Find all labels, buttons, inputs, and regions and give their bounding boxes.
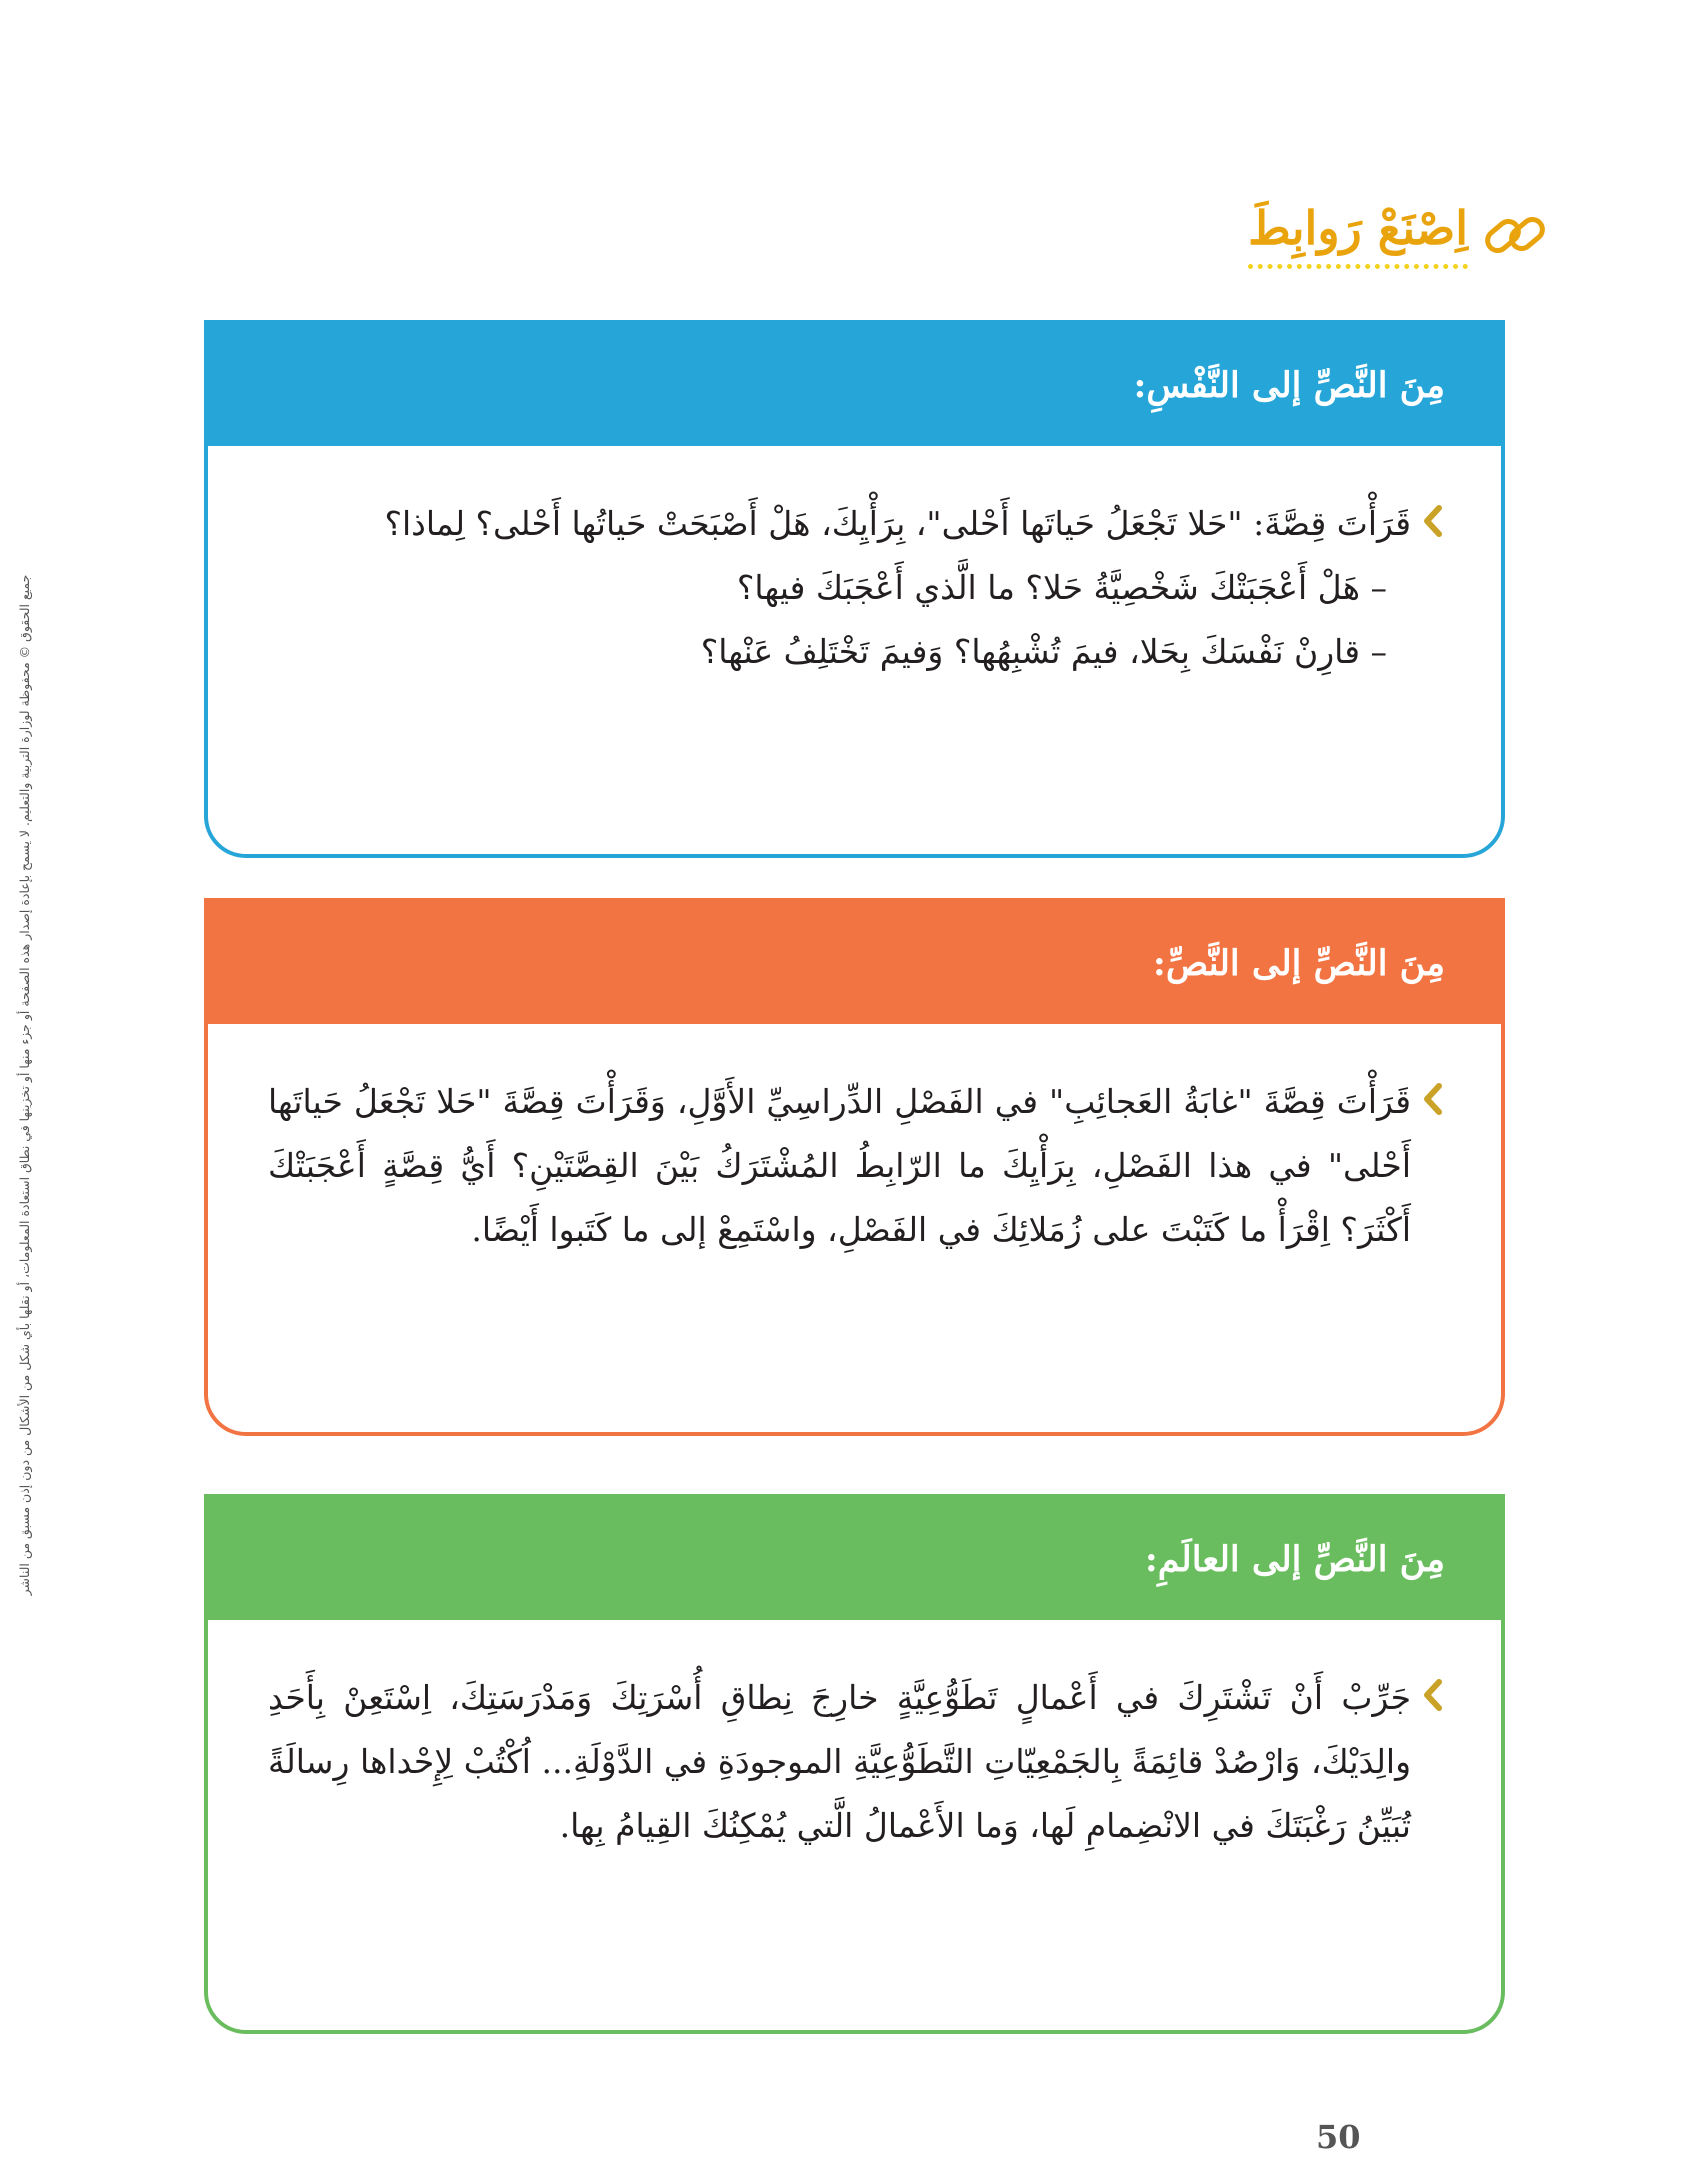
copyright-note bbox=[16, 520, 106, 1650]
bullet-text: جَرِّبْ أَنْ تَشْتَرِكَ في أَعْمالٍ تَطَوُّعِيَّةٍ خارِجَ نِطاقِ أُسْرَتِكَ وَمَدْرَسَتِكَ، اِسْتَعِنْ بِأَحَدِ والِدَيْكَ، وَارْصُدْ قائِمَةً بِالجَمْعِيّاتِ التَّطَوُّعِيَّةِ الموجودَةِ في الدَّوْلَةِ... اُكْتُبْ لِإِحْداها رِسالَةً تُبَيِّنُ رَغْبَتَكَ في الانْضِمامِ لَها، وَما الأَعْمالُ الَّتي يُمْكِنُكَ القِيامُ بِها. bbox=[268, 1678, 1411, 1845]
page-number: 50 bbox=[1316, 2118, 1361, 2156]
card-body bbox=[208, 1620, 1501, 1888]
card-text-to-self bbox=[204, 320, 1505, 858]
card-body bbox=[208, 446, 1501, 714]
bullet-item bbox=[268, 1666, 1445, 1858]
chevron-bullet-icon bbox=[1421, 1678, 1445, 1712]
sub-question: – قارِنْ نَفْسَكَ بِحَلا، فيمَ تُشْبِهُها؟ وَفيمَ تَخْتَلِفُ عَنْها؟ bbox=[700, 632, 1387, 671]
bullet-item bbox=[268, 492, 1445, 556]
card-title: مِنَ النَّصِّ إلى النَّصِّ: bbox=[1152, 942, 1445, 984]
card-title: مِنَ النَّصِّ إلى النَّفْسِ: bbox=[1133, 364, 1445, 406]
section-header bbox=[1248, 200, 1550, 269]
copyright-line: جميع الحقوق © محفوظة لوزارة التربية والتعليم. لا يسمح بإعادة إصدار هذه الصفحة أو جزء منها أو تخزينها في نطاق استعادة المعلومات، أو نقلها بأي شكل من الأشكال من دون إذن مسبق من الناشر bbox=[17, 574, 32, 1596]
page-title: اِصْنَعْ رَوابِطَ bbox=[1248, 200, 1468, 269]
bullet-item bbox=[268, 1070, 1445, 1262]
card-header bbox=[208, 324, 1501, 446]
chevron-bullet-icon bbox=[1421, 504, 1445, 538]
sub-question: – هَلْ أَعْجَبَتْكَ شَخْصِيَّةُ حَلا؟ ما الَّذي أَعْجَبَكَ فيها؟ bbox=[736, 568, 1387, 607]
bullet-text: قَرَأْتَ قِصَّةَ: "حَلا تَجْعَلُ حَياتَها أَحْلى"، بِرَأْيِكَ، هَلْ أَصْبَحَتْ حَياتُها أَحْلى؟ لِماذا؟ bbox=[384, 504, 1411, 543]
card-header bbox=[208, 1498, 1501, 1620]
card-text-to-world bbox=[204, 1494, 1505, 2034]
card-body bbox=[208, 1024, 1501, 1292]
bullet-text: قَرَأْتَ قِصَّةَ "غابَةُ العَجائِبِ" في الفَصْلِ الدِّراسِيِّ الأَوَّلِ، وَقَرَأْتَ قِصَّةَ "حَلا تَجْعَلُ حَياتَها أَحْلى" في هذا الفَصْلِ، بِرَأْيِكَ ما الرّابِطُ المُشْتَرَكُ بَيْنَ القِصَّتَيْنِ؟ أَيُّ قِصَّةٍ أَعْجَبَتْكَ أَكْثَرَ؟ اِقْرَأْ ما كَتَبْتَ على زُمَلائِكَ في الفَصْلِ، واسْتَمِعْ إلى ما كَتَبوا أَيْضًا. bbox=[268, 1082, 1411, 1249]
chain-link-icon bbox=[1480, 204, 1550, 266]
card-header bbox=[208, 902, 1501, 1024]
card-text-to-text bbox=[204, 898, 1505, 1436]
card-title: مِنَ النَّصِّ إلى العالَمِ: bbox=[1144, 1538, 1445, 1580]
chevron-bullet-icon bbox=[1421, 1082, 1445, 1116]
